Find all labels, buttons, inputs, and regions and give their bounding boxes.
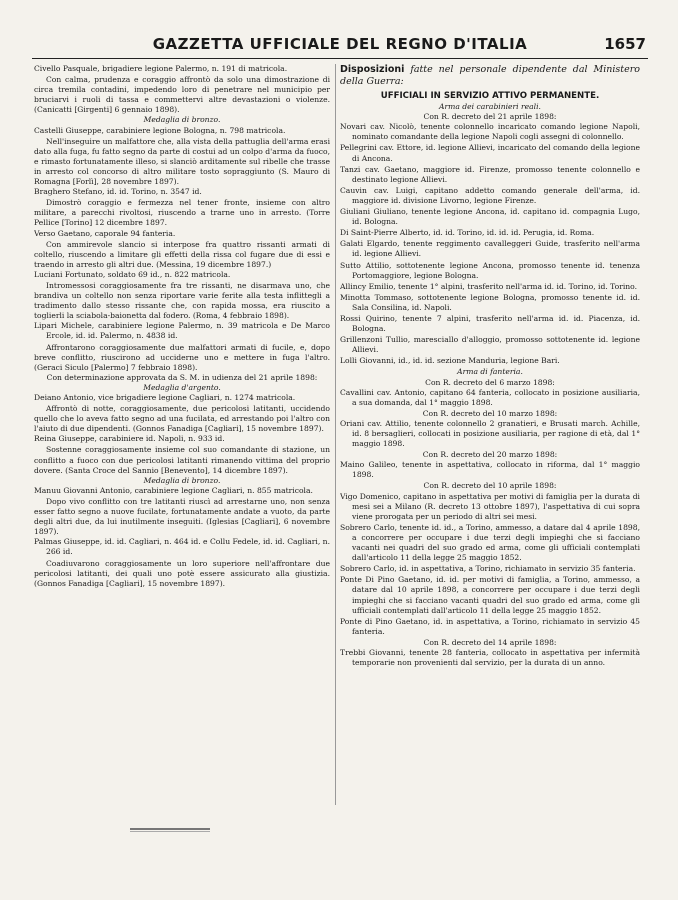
list-item: Luciani Fortunato, soldato 69 id., n. 822 matricola.	[34, 269, 231, 279]
paragraph: Affrontò di notte, coraggiosamente, due pericolosi latitanti, uccidendo quello che lo aveva fatto segno ad una fucilata, ed arrestando poi l'altro con l'aiuto di due dipendenti. (Gonnos Fanadiga [Cagliari], 15 novembre 1897).	[34, 404, 330, 434]
list-item: Cauvin cav. Luigi, capitano addetto comando generale dell'arma, id. maggiore id. divisione Livorno, legione Firenze.	[340, 185, 640, 205]
list-item: Sobrero Carlo, tenente id. id., a Torino, ammesso, a datare dal 4 aprile 1898, a concorrere per occupare i due terzi degli impieghi che si facciano vacanti nei quadri del suo grado ed arma, come gli ufficiali contemplati dall'articolo 11 della legge 25 maggio 1852.	[340, 522, 640, 563]
decree-line: Con R. decreto del 10 marzo 1898:	[422, 408, 558, 418]
section-title	[340, 64, 640, 88]
list-item: Giuliani Giuliano, tenente legione Ancona, id. capitano id. compagnia Lugo, id. Bologna.	[340, 207, 640, 227]
list-item: Braghero Stefano, id. id. Torino, n. 3547 id.	[34, 187, 202, 197]
paragraph: Dopo vivo conflitto con tre latitanti riuscì ad arrestarne uno, non senza esser fatto segno a nuove fucilate, fortunatamente andate a vuoto, da parte degli altri due, da lui inutilmente inseguiti. (Iglesias [Cagliari], 6 novembre 1897).	[34, 496, 330, 537]
paragraph: Con calma, prudenza e coraggio affrontò da solo una dimostrazione di circa tremila contadini, impedendo loro di penetrare nel municipio per bruciarvi i ruoli di tassa e commettervi altre devastazioni o violenze. (Canicatti [Girgenti] 6 gennaio 1898).	[34, 75, 330, 115]
list-item: Sobrero Carlo, id. in aspettativa, a Torino, richiamato in servizio 35 fanteria.	[340, 564, 636, 574]
decree-line: Con R. decreto del 6 marzo 1898:	[425, 377, 555, 387]
section-heading: UFFICIALI IN SERVIZIO ATTIVO PERMANENTE.	[380, 91, 600, 101]
section-title-italic: fatte nel personale dipendente dal Ministero della Guerra:	[340, 64, 640, 87]
left-column	[34, 64, 330, 888]
end-rule	[130, 828, 210, 830]
paragraph: Intromessosi coraggiosamente fra tre rissanti, ne disarmava uno, che brandiva un coltello non senza riportare varie ferite alla testa inflittegli a tradimento dallo stesso rissante che, con rapida mossa, era riuscito a toglierli la sciabola-baionetta dal fodero. (Roma, 4 febbraio 1898).	[34, 280, 330, 321]
decree-line: Con R. decreto del 20 marzo 1898:	[422, 450, 558, 460]
page-header	[32, 30, 648, 59]
list-item: Grillenzoni Tullio, maresciallo d'alloggio, promosso sottotenente id. legione Allievi.	[340, 335, 640, 355]
list-item: Castelli Giuseppe, carabiniere legione Bologna, n. 798 matricola.	[34, 125, 286, 135]
paragraph: Coadiuvarono coraggiosamente un loro superiore nell'affrontare due pericolosi latitanti, dei quali uno potè essere assicurato alla giustizia. (Gonnos Fanadiga [Cagliari], 15 novembre 1897).	[34, 558, 330, 588]
paragraph: Sostenne coraggiosamente insieme col suo comandante di stazione, un conflitto a fuoco con due pericolosi latitanti rimanendo vittima del proprio dovere. (Santa Croce del Sannio [Benevento], 14 dicembre 1897).	[34, 445, 330, 475]
decree-line: Con R. decreto del 14 aprile 1898:	[423, 637, 557, 647]
list-item: Ponte di Pino Gaetano, id. in aspettativa, a Torino, richiamato in servizio 45 fanteria.	[340, 616, 640, 636]
list-item: Tanzi cav. Gaetano, maggiore id. Firenze, promosso tenente colonnello e destinato legione Allievi.	[340, 164, 640, 184]
column-divider	[335, 64, 336, 805]
arm-heading: Arma dei carabinieri reali.	[439, 102, 541, 112]
list-item: Rossi Quirino, tenente 7 alpini, trasferito nell'arma id. id. Piacenza, id. Bologna.	[340, 313, 640, 334]
medal-heading: Medaglia di bronzo.	[143, 115, 221, 125]
list-item: Cavallini cav. Antonio, capitano 64 fanteria, collocato in posizione ausiliaria, a sua domanda, dal 1° maggio 1898.	[340, 387, 640, 407]
list-item: Trebbi Giovanni, tenente 28 fanteria, collocato in aspettativa per infermità temporarie non provenienti dal servizio, per la durata di un anno.	[340, 647, 640, 668]
paragraph: Affrontarono coraggiosamente due malfattori armati di fucile, e, dopo breve conflitto, riuscirono ad ucciderne uno e mettere in fuga l'altro. (Geraci Siculo [Palermo] 7 febbraio 1898).	[34, 342, 330, 372]
list-item: Vigo Domenico, capitano in aspettativa per motivi di famiglia per la durata di mesi sei a Milano (R. decreto 13 ottobre 1897), l'aspettativa di cui sopra viene prorogata per un periodo di altri sei mesi.	[340, 491, 640, 521]
list-item: Di Saint-Pierre Alberto, id. id. Torino, id. id. id. Perugia, id. Roma.	[340, 228, 595, 238]
paragraph: Dimostrò coraggio e fermezza nel tener fronte, insieme con altro militare, a parecchi rivoltosi, riuscendo a trarne uno in arresto. (Torre Pellice [Torino] 12 dicembre 1897.	[34, 198, 330, 228]
list-item: Sutto Attilio, sottotenente legione Ancona, promosso tenente id. tenenza Portomaggiore, legione Bologna.	[340, 260, 640, 280]
list-item: Minotta Tommaso, sottotenente legione Bologna, promosso tenente id. id. Sala Consilina, id. Napoli.	[340, 292, 640, 312]
list-item: Pellegrini cav. Ettore, id. legione Allievi, incaricato del comando della legione di Ancona.	[340, 143, 640, 163]
paragraph: Con ammirevole slancio si interpose fra quattro rissanti armati di coltello, riuscendo a limitare gli effetti della rissa col fugare due di essi e traendo in arresto gli altri due. (Messina, 19 dicembre 1897.)	[34, 239, 330, 269]
medal-heading: Medaglia di bronzo.	[143, 475, 221, 485]
end-rule	[130, 831, 210, 832]
medal-heading: Medaglia d'argento.	[143, 382, 221, 392]
list-item: Allincy Emilio, tenente 1° alpini, trasferito nell'arma id. id. Torino, id. Torino.	[340, 281, 637, 291]
list-item: Ponte Di Pino Gaetano, id. id. per motivi di famiglia, a Torino, ammesso, a datare dal 10 aprile 1898, a concorrere per occupare i due terzi degli impieghi che si facciano vacanti quadri del suo grado ed arma, come gli ufficiali contemplati dall'articolo 11 della legge 25 maggio 1852.	[340, 575, 640, 615]
list-item: Lolli Giovanni, id., id. id. sezione Manduria, legione Bari.	[340, 356, 560, 366]
arm-heading: Arma di fanteria.	[457, 367, 523, 377]
list-item: Manuu Giovanni Antonio, carabiniere legione Cagliari, n. 855 matricola.	[34, 485, 313, 495]
list-item: Civello Pasquale, brigadiere legione Palermo, n. 191 di matricola.	[34, 64, 288, 73]
list-item: Deiano Antonio, vice brigadiere legione Cagliari, n. 1274 matricola.	[34, 393, 296, 402]
gazette-title: GAZZETTA UFFICIALE DEL REGNO D'ITALIA	[152, 35, 528, 53]
list-item: Lipari Michele, carabiniere legione Palermo, n. 39 matricola e De Marco Ercole, id. id. Palermo, n. 4838 id.	[34, 321, 330, 341]
list-item: Verso Gaetano, caporale 94 fanteria.	[34, 228, 176, 238]
right-column	[340, 64, 640, 888]
list-item: Galati Elgardo, tenente reggimento cavalleggeri Guide, trasferito nell'arma id. legione Allievi.	[340, 239, 640, 259]
list-item: Palmas Giuseppe, id. id. Cagliari, n. 464 id. e Collu Fedele, id. id. Cagliari, n. 266 id.	[34, 537, 330, 557]
decree-line: Con R. decreto del 10 aprile 1898:	[423, 481, 557, 491]
decree-line: Con R. decreto del 21 aprile 1898:	[423, 112, 557, 122]
list-item: Reina Giuseppe, carabiniere id. Napoli, n. 933 id.	[34, 434, 225, 444]
list-item: Maino Galileo, tenente in aspettativa, collocato in riforma, dal 1° maggio 1898.	[340, 460, 640, 480]
paragraph: Nell'inseguire un malfattore che, alla vista della pattuglia dell'arma erasi dato alla fuga, fu fatto segno da parte di costui ad un colpo d'arma da fuoco, e rimasto fortunatamente illeso, si slanciò arditamente sul ribelle che trasse in arresto col concorso di altro militare tosto sopraggiunto (S. Mauro di Romagna [Forlì], 28 novembre 1897).	[34, 136, 330, 187]
section-title-bold: Disposizioni	[340, 64, 405, 75]
list-item: Oriani cav. Attilio, tenente colonnello 2 granatieri, e Brusati march. Achille, id. 8 bersaglieri, collocati in posizione ausiliaria, per ragione di età, dal 1° maggio 1898.	[340, 418, 640, 449]
list-item: Novari cav. Nicolò, tenente colonnello incaricato comando legione Napoli, nominato comandante della legione Napoli cogli assegni di colonnello.	[340, 122, 640, 142]
approval-line: Con determinazione approvata da S. M. in udienza del 21 aprile 1898:	[46, 372, 318, 382]
page-number: 1657	[604, 35, 646, 53]
